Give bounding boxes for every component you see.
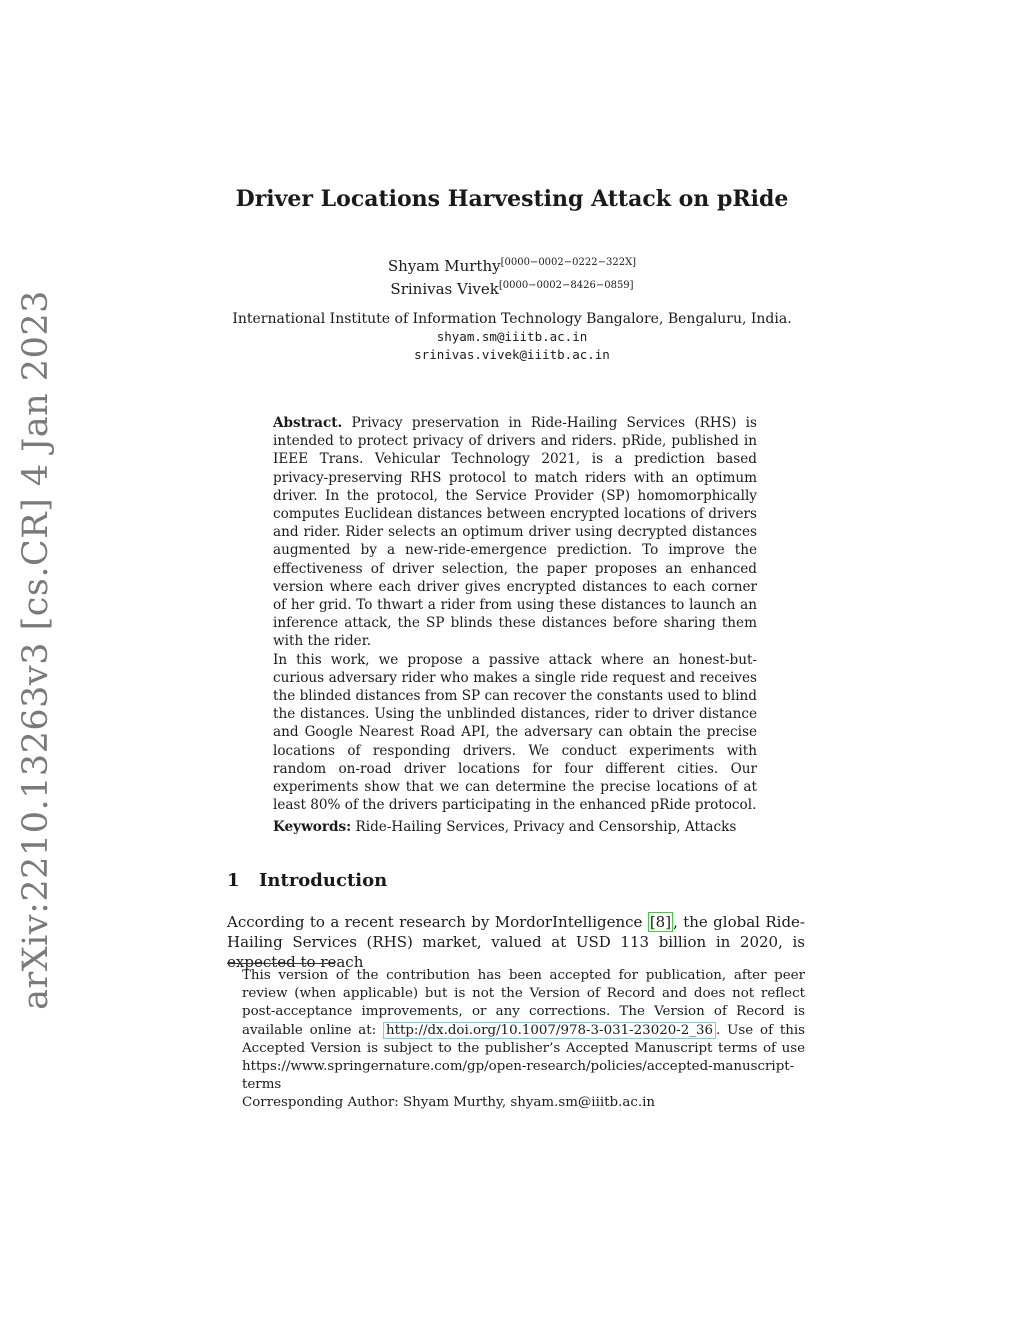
email[interactable]: srinivas.vivek@iiitb.ac.in <box>414 347 610 362</box>
abstract-label: Abstract. <box>273 415 343 431</box>
keywords <box>273 818 757 836</box>
abstract-text: Privacy preservation in Ride-Hailing Services (RHS) is intended to protect privacy of drivers and riders. pRide, published in IEEE Trans. Vehicular Technology 2021, is a prediction based privacy-preserving RHS protocol to match riders with an optimum driver. In the protocol, the Service Provider (SP) homomorphically computes Euclidean distances between encrypted locations of drivers and rider. Rider selects an optimum driver using decrypted distances augmented by a new-ride-emergence prediction. To improve the effectiveness of driver selection, the paper proposes an enhanced version where each driver gives encrypted distances to each corner of her grid. To thwart a rider from using these distances to launch an inference attack, the SP blinds these distances before sharing them with the rider. <box>273 415 757 650</box>
affiliation: International Institute of Information Technology Bangalore, Bengaluru, India. <box>232 311 792 327</box>
section-heading <box>227 870 387 891</box>
citation-link[interactable]: [8] <box>649 913 672 931</box>
arxiv-stamp: arXiv:2210.13263v3 [cs.CR] 4 Jan 2023 <box>16 290 56 1010</box>
footnote-rule <box>227 963 335 964</box>
author <box>0 253 1024 276</box>
abstract-paragraph: In this work, we propose a passive attack where an honest-but-curious adversary rider who makes a single ride request and receives the blinded distances from SP can recover the constants used to blind the distances. Using the unblinded distances, rider to driver distance and Google Nearest Road API, the adversary can obtain the precise locations of responding drivers. We conduct experiments with random on-road driver locations for four different cities. Our experiments show that we can determine the precise locations of at least 80% of the drivers participating in the enhanced pRide protocol. <box>273 651 758 814</box>
email[interactable]: shyam.sm@iiitb.ac.in <box>436 329 588 344</box>
intro-text: According to a recent research by MordorIntelligence <box>227 913 648 931</box>
section-number: 1 <box>227 870 240 891</box>
author-orcid: [0000−0002−0222−322X] <box>500 257 637 268</box>
abstract <box>273 414 757 814</box>
section-title: Introduction <box>259 870 388 891</box>
author <box>0 276 1024 299</box>
corresponding-author: Corresponding Author: Shyam Murthy, shyam.sm@iiitb.ac.in <box>242 1095 656 1111</box>
keywords-text: Ride-Hailing Services, Privacy and Censorship, Attacks <box>355 819 737 835</box>
footnote-text-part: . Use of this Accepted Version is subject to the publisher’s Accepted Manuscript terms of use https://www.springernature.com/gp/open-research/policies/accepted-manuscript-terms <box>242 1022 805 1093</box>
intro-text: , the global Ride-Hailing Services (RHS) market, valued at USD 113 billion in 2020, is expected to reach <box>227 913 805 971</box>
paper-title: Driver Locations Harvesting Attack on pRide <box>235 186 789 212</box>
author-orcid: [0000−0002−8426−0859] <box>498 280 634 291</box>
affiliation-block <box>0 310 1024 364</box>
doi-link[interactable]: http://dx.doi.org/10.1007/978-3-031-23020-2_36 <box>383 1022 716 1039</box>
author-name: Srinivas Vivek <box>390 280 499 298</box>
author-name: Shyam Murthy <box>387 257 501 275</box>
footnote-text-part: This version of the contribution has been accepted for publication, after peer review (when applicable) but is not the Version of Record and does not reflect post-acceptance improvements, or any corrections. The Version of Record is available online at: <box>242 968 805 1038</box>
author-list <box>0 253 1024 299</box>
abstract-paragraph <box>273 414 757 651</box>
footnote-text <box>242 967 805 1094</box>
footnote <box>242 967 805 1113</box>
keywords-label: Keywords: <box>273 819 352 835</box>
